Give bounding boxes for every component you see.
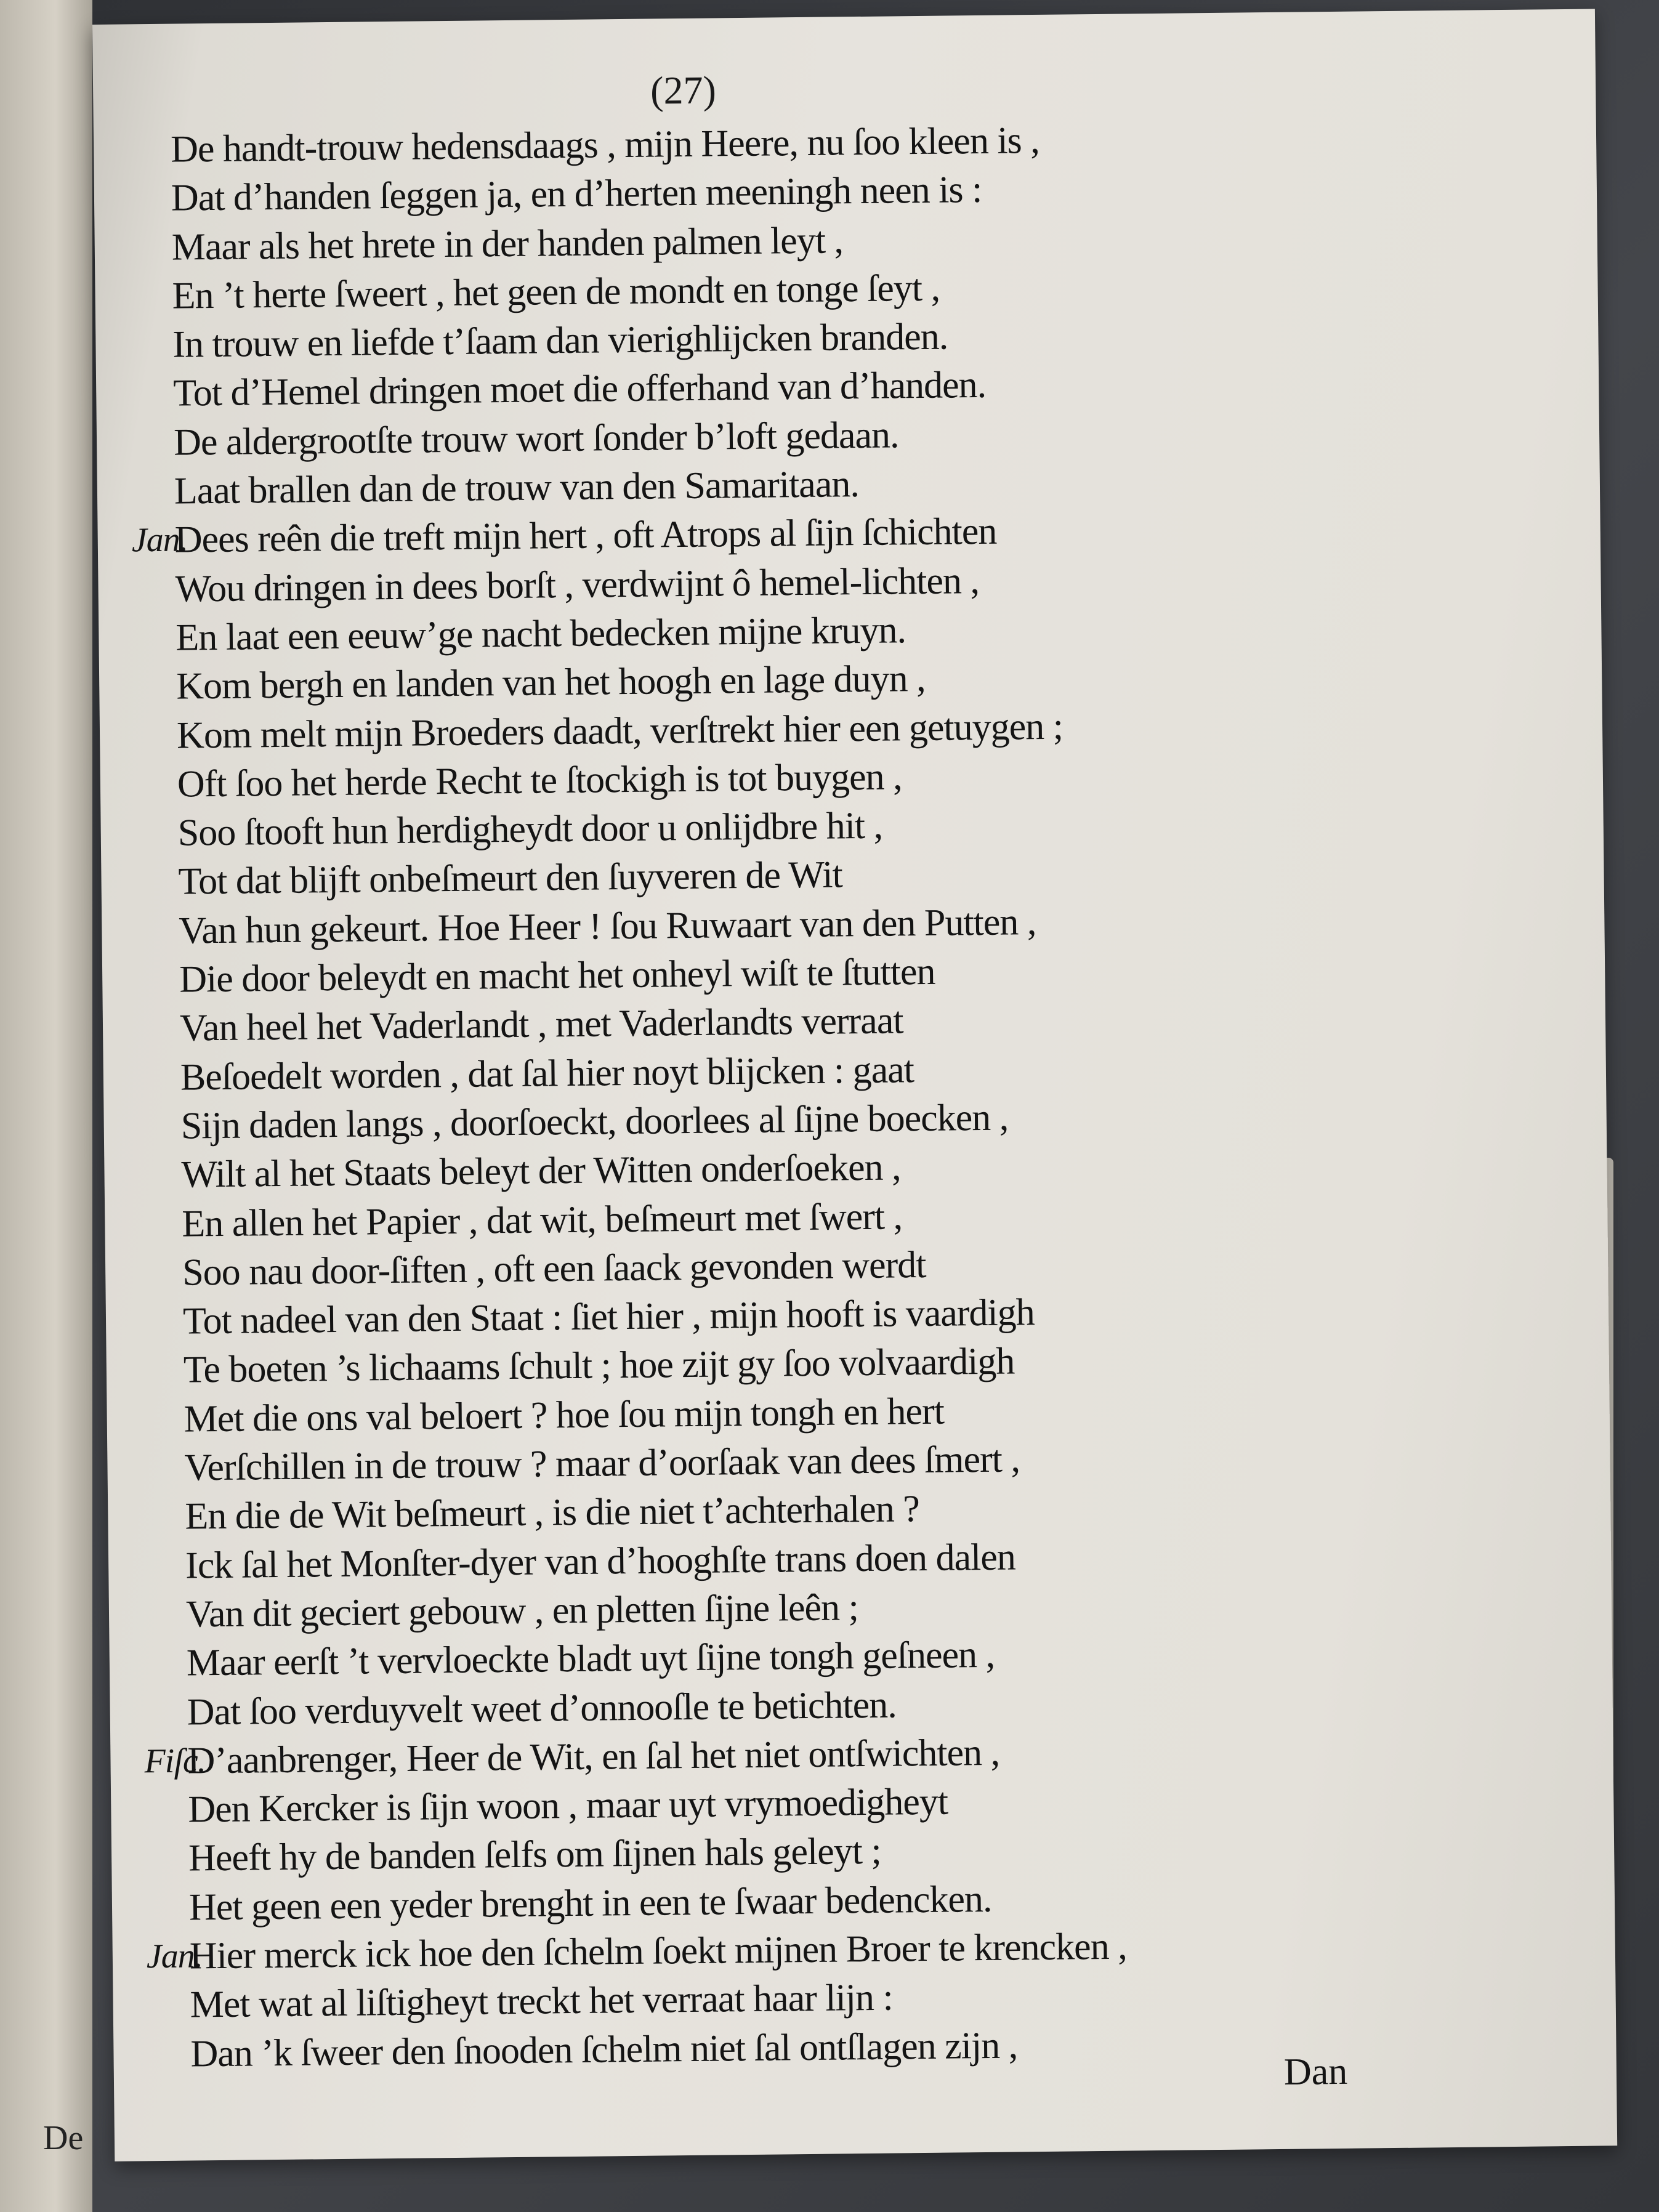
verse-line-text: Ick ſal het Monſter-dyer van d’hooghſte trans doen dalen: [185, 1536, 1016, 1587]
verse-line-text: Beſoedelt worden , dat ſal hier noyt blijcken : gaat: [180, 1048, 914, 1099]
page-number: (27): [650, 68, 717, 113]
verse-line-text: Den Kercker is ſijn woon , maar uyt vrymoedigheyt: [188, 1780, 948, 1831]
verse-line-text: Sijn daden langs , doorſoeckt, doorlees al ſijne boecken ,: [180, 1096, 1009, 1147]
speaker-label: Fiſc.: [144, 1742, 206, 1781]
verse-line-text: Die door beleydt en macht het onheyl wiſt te ſtutten: [179, 950, 935, 1001]
verse-line-text: Tot nadeel van den Staat : ſiet hier , mijn hooft is vaardigh: [182, 1291, 1035, 1342]
speaker-label: Jan.: [131, 520, 188, 560]
catchword: Dan: [1283, 2050, 1348, 2093]
verse-line-text: Van dit geciert gebouw , en pletten ſijne leên ;: [185, 1586, 859, 1636]
verse-line-text: Maar eerſt ’t vervloeckte bladt uyt ſijne tongh geſneen ,: [186, 1634, 995, 1684]
verse-line-text: En laat een eeuw’ge nacht bedecken mijne kruyn.: [176, 609, 906, 659]
verse-line-text: Heeft hy de banden ſelfs om ſijnen hals geleyt ;: [188, 1830, 881, 1879]
verse-line-text: Soo nau door-ſiften , oft een ſaack gevonden werdt: [182, 1243, 926, 1294]
verse-line-text: Van hun gekeurt. Hoe Heer ! ſou Ruwaart van den Putten ,: [179, 900, 1036, 952]
verse-line-text: En die de Wit beſmeurt , is die niet t’achterhalen ?: [185, 1488, 920, 1538]
verse-line-text: In trouw en liefde t’ſaam dan vierighlijcken branden.: [172, 315, 948, 366]
verse-line-text: Van heel het Vaderlandt , met Vaderlandts verraat: [179, 999, 903, 1049]
verse-line-text: Wilt al het Staats beleyt der Witten onderſoeken ,: [181, 1146, 901, 1196]
verse-line-text: Kom melt mijn Broeders daadt, verſtrekt hier een getuygen ;: [176, 705, 1064, 757]
left-page-fragment: De: [43, 2119, 84, 2157]
verse-line-text: Soo ſtooft hun herdigheydt door u onlijdbre hit ,: [177, 804, 883, 854]
verse-line-text: Verſchillen in de trouw ? maar d’oorſaak van dees ſmert ,: [184, 1438, 1020, 1489]
left-page-edge: [0, 0, 92, 2212]
verse-line-text: Hier merck ick hoe den ſchelm ſoekt mijnen Broer te krencken ,: [189, 1925, 1127, 1977]
verse-line-text: En ’t herte ſweert , het geen de mondt en tonge ſeyt ,: [172, 267, 940, 317]
book-page: [92, 9, 1617, 2161]
verse-line-text: Kom bergh en landen van het hoogh en lage duyn ,: [176, 658, 926, 708]
verse-line-text: Maar als het hrete in der handen palmen leyt ,: [171, 219, 844, 268]
verse-line-text: Dat ſoo verduyvelt weet d’onnooſle te betichten.: [187, 1683, 897, 1734]
verse-line-text: Te boeten ’s lichaams ſchult ; hoe zijt gy ſoo volvaardigh: [183, 1340, 1015, 1391]
verse-line-text: De handt-trouw hedensdaags , mijn Heere, nu ſoo kleen is ,: [170, 119, 1040, 171]
verse-line-text: Tot dat blijft onbeſmeurt den ſuyveren de Wit: [178, 854, 843, 903]
verse-line-text: En allen het Papier , dat wit, beſmeurt met ſwert ,: [182, 1195, 903, 1245]
speaker-label: Jan.: [146, 1937, 203, 1976]
verse-line-text: Dan ’k ſweer den ſnooden ſchelm niet ſal ontſlagen zijn ,: [190, 2024, 1018, 2075]
verse-line-text: Dat d’handen ſeggen ja, en d’herten meeningh neen is :: [171, 169, 982, 219]
verse-line-text: D’aanbrenger, Heer de Wit, en ſal het niet ontſwichten ,: [187, 1731, 1000, 1782]
verse-line-text: Met wat al liſtigheyt treckt het verraat haar lijn :: [190, 1976, 894, 2026]
verse-line-text: De aldergrootſte trouw wort ſonder b’loft gedaan.: [173, 414, 899, 464]
verse-line-text: Dees reên die treft mijn hert , oft Atrops al ſijn ſchichten: [174, 511, 997, 562]
verse-text: [94, 110, 1617, 2079]
verse-line-text: Met die ons val beloert ? hoe ſou mijn tongh en hert: [184, 1390, 945, 1440]
verse-line-text: Tot d’Hemel dringen moet die offerhand van d’handen.: [172, 364, 987, 415]
verse-line-text: Wou dringen in dees borſt , verdwijnt ô hemel-lichten ,: [175, 559, 980, 610]
verse-line-text: Het geen een yeder brenght in een te ſwaar bedencken.: [188, 1878, 992, 1929]
verse-line-text: Oft ſoo het herde Recht te ſtockigh is tot buygen ,: [177, 756, 902, 805]
verse-line-text: Laat brallen dan de trouw van den Samaritaan.: [174, 463, 860, 512]
